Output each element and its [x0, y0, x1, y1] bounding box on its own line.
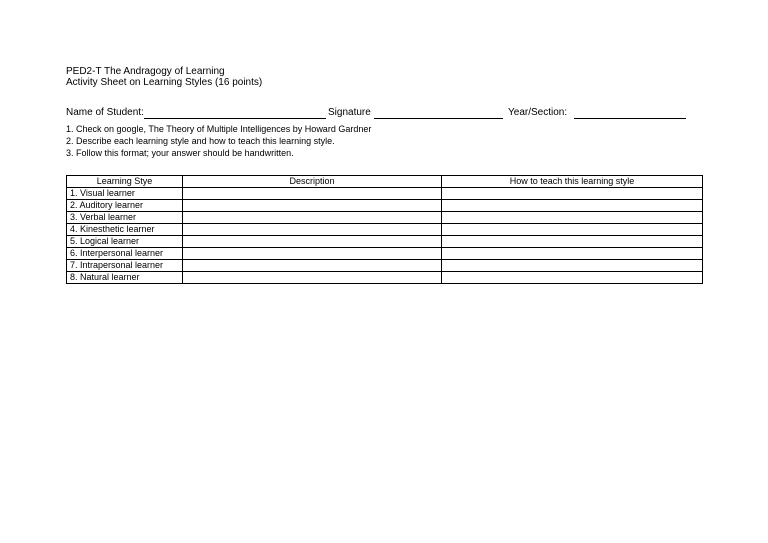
description-cell [183, 260, 442, 272]
table-row [67, 212, 703, 224]
description-cell [183, 248, 442, 260]
header-learning-style: Learning Stye [67, 176, 183, 188]
how-to-teach-cell [442, 236, 703, 248]
learning-style-cell: 1. Visual learner [67, 188, 183, 200]
year-section-label: Year/Section: [508, 107, 568, 118]
how-to-teach-cell [442, 248, 703, 260]
course-title: PED2-T The Andragogy of Learning [66, 66, 225, 77]
learning-style-cell: 6. Interpersonal learner [67, 248, 183, 260]
instruction-3: 3. Follow this format; your answer should be handwritten. [66, 148, 294, 158]
learning-style-cell: 5. Logical learner [67, 236, 183, 248]
year-section-blank-line [574, 118, 686, 119]
table-row [67, 236, 703, 248]
how-to-teach-cell [442, 224, 703, 236]
name-label: Name of Student: [66, 107, 144, 118]
description-cell [183, 224, 442, 236]
how-to-teach-cell [442, 260, 703, 272]
description-cell [183, 200, 442, 212]
learning-styles-table [66, 175, 703, 284]
how-to-teach-cell [442, 200, 703, 212]
instruction-1: 1. Check on google, The Theory of Multiple Intelligences by Howard Gardner [66, 124, 372, 134]
signature-blank-line [374, 118, 503, 119]
learning-style-cell: 3. Verbal learner [67, 212, 183, 224]
how-to-teach-cell [442, 188, 703, 200]
table-row [67, 272, 703, 284]
description-cell [183, 212, 442, 224]
how-to-teach-cell [442, 212, 703, 224]
table-row [67, 200, 703, 212]
table-row [67, 260, 703, 272]
learning-style-cell: 2. Auditory learner [67, 200, 183, 212]
learning-style-cell: 8. Natural learner [67, 272, 183, 284]
how-to-teach-cell [442, 272, 703, 284]
name-blank-line [144, 118, 326, 119]
signature-label: Signature [328, 107, 371, 118]
table-row [67, 188, 703, 200]
learning-style-cell: 4. Kinesthetic learner [67, 224, 183, 236]
learning-style-cell: 7. Intrapersonal learner [67, 260, 183, 272]
header-description: Description [183, 176, 442, 188]
table-row [67, 248, 703, 260]
description-cell [183, 272, 442, 284]
header-how-to-teach: How to teach this learning style [442, 176, 703, 188]
table-row [67, 224, 703, 236]
description-cell [183, 188, 442, 200]
instruction-2: 2. Describe each learning style and how to teach this learning style. [66, 136, 335, 146]
sheet-title: Activity Sheet on Learning Styles (16 points) [66, 77, 263, 88]
description-cell [183, 236, 442, 248]
table-header-row [67, 176, 703, 188]
